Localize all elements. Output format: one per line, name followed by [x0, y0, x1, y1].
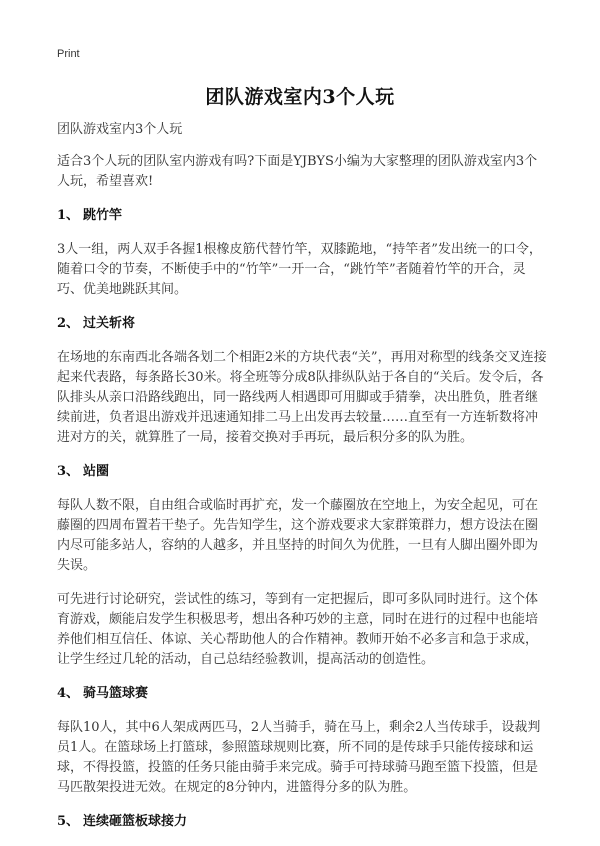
section-paragraph: 每队人数不限，自由组合或临时再扩充，发一个藤圈放在空地上，为安全起见，可在藤圈的四周布置若干垫子。先告知学生，这个游戏要求大家群策群力，想方设法在圈内尽可能多站人，容纳的人越多，并且坚持的时间久为优胜，一旦有人脚出圈外即为失误。	[57, 498, 539, 573]
section-paragraph: 每队10人，其中6人架成两匹马，2人当骑手，骑在马上，剩余2人当传球手，设裁判员1人。在篮球场上打篮球，参照篮球规则比赛，所不同的是传球手只能传接球和运球，不得投篮，投篮的任务只能由骑手来完成。骑手可持球骑马跑至篮下投篮，但是马匹散架投进无效。在规定的8分钟内，进篮得分多的队为胜。	[57, 720, 541, 795]
page-title: 团队游戏室内3个人玩	[205, 86, 395, 108]
section-number: 5、	[57, 814, 80, 829]
section-title: 连续砸篮板球接力	[83, 814, 188, 829]
section-heading	[57, 314, 549, 334]
section-heading	[57, 206, 549, 226]
section-4	[57, 684, 549, 798]
subtitle: 团队游戏室内3个人玩	[57, 122, 183, 137]
section-paragraph: 在场地的东南西北各端各划二个相距2米的方块代表“关”，再用对称型的线条交叉连接起来代表路，每条路长30米。将全班等分成8队排纵队站于各自的“关后。发令后，各队排头从亲口沿路线跑出，同一路线两人相遇即可用脚或手猜拳，决出胜负，胜者继续前进，负者退出游戏并迅速通知排二马上出发再去较量……直至有一方连斩数将冲进对方的关，就算胜了一局，接着交换对手再玩，最后积分多的队为胜。	[57, 350, 547, 445]
article-body	[57, 120, 549, 846]
section-title: 骑马篮球赛	[83, 686, 149, 701]
section-heading	[57, 812, 549, 832]
intro-paragraph: 适合3个人玩的团队室内游戏有吗?下面是YJBYS小编为大家整理的团队游戏室内3个人玩，希望喜欢!	[57, 154, 538, 189]
section-heading	[57, 462, 549, 482]
section-paragraph: 可先进行讨论研究，尝试性的练习，等到有一定把握后，即可多队同时进行。这个体育游戏，颇能启发学生积极思考，想出各种巧妙的主意，同时在进行的过程中也能培养他们相互信任、体谅、关心帮助他人的合作精神。教师开始不必多言和急于求成，让学生经过几轮的活动，自己总结经验教训，提高活动的创造性。	[57, 592, 539, 667]
section-number: 4、	[57, 686, 80, 701]
section-title: 站圈	[83, 464, 110, 479]
section-3	[57, 462, 549, 670]
section-title: 过关斩将	[83, 316, 136, 331]
section-title: 跳竹竿	[83, 208, 123, 223]
section-number: 3、	[57, 464, 80, 479]
section-2	[57, 314, 549, 448]
print-link[interactable]: Print	[57, 48, 80, 60]
section-heading	[57, 684, 549, 704]
section-5	[57, 812, 549, 832]
section-1	[57, 206, 549, 300]
section-paragraph: 3人一组，两人双手各握1根橡皮筋代替竹竿，双膝跪地，“持竿者”发出统一的口令，随着口令的节奏，不断使手中的“竹竿”一开一合，“跳竹竿”者随着竹竿的开合，灵巧、优美地跳跃其间。	[57, 242, 542, 297]
section-number: 1、	[57, 208, 80, 223]
section-number: 2、	[57, 316, 80, 331]
